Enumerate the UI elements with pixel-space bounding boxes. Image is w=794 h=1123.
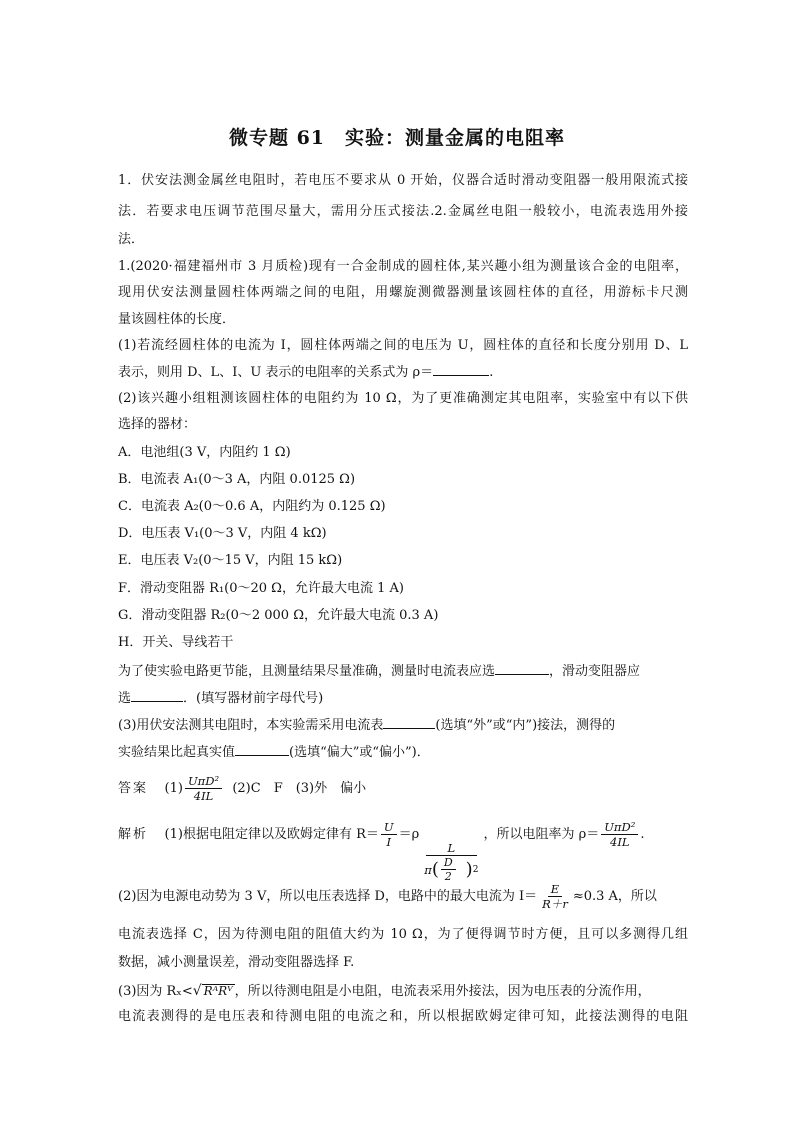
part3-text-c: 实验结果比起真实值: [118, 745, 236, 760]
fraction-d-over-2: [441, 856, 456, 883]
answer-fraction: [185, 774, 222, 803]
answer-line: [118, 774, 688, 803]
answer-blank-3[interactable]: [131, 689, 183, 702]
answer-frac-num: UπD²: [185, 774, 222, 789]
fraction-current: [539, 882, 571, 911]
part3-line-1: [118, 716, 688, 735]
analysis-line-5: [118, 981, 688, 1002]
fraction-l-over-area: [421, 841, 481, 883]
answer-blank-5[interactable]: [235, 743, 289, 756]
analysis-line-2: [118, 882, 688, 912]
question-line-3: 量该圆柱体的长度．: [118, 312, 236, 327]
option-f: F．滑动变阻器 R₁(0～20 Ω，允许最大电流 1 A): [118, 581, 404, 596]
fraction-resistivity: [601, 820, 638, 849]
frac-num: UπD²: [601, 820, 638, 835]
part1-line-1: (1)若流经圆柱体的电流为 I，圆柱体两端之间的电压为 U，圆柱体的直径和长度分别用 D、L: [118, 338, 688, 353]
frac-num: E: [548, 882, 562, 897]
part2-text-a: 为了使实验电路更节能，且测量结果尽量准确，测量时电流表应选: [118, 664, 496, 679]
analysis-line-4: 数据，减小测量误差，滑动变阻器选择 F.: [118, 955, 355, 970]
part3-text-b: (选填“外”或“内”)接法，测得的: [435, 718, 616, 733]
option-a: A．电池组(3 V，内阻约 1 Ω): [118, 445, 291, 460]
sqrt-content: RᴬRⱽ: [203, 984, 233, 998]
radical-icon: √: [192, 983, 202, 999]
page-title: 微专题 61 实验：测量金属的电阻率: [228, 127, 566, 149]
answer-rest: (2)C F (3)外 偏小: [232, 781, 367, 796]
analysis-line-3: 电流表选择 C，因为待测电阻的阻值大约为 10 Ω，为了便得调节时方便，且可以多测得几组: [118, 927, 688, 942]
answer-label: 答案: [118, 781, 149, 796]
part3-text-a: (3)用伏安法测其电阻时，本实验需采用电流表: [118, 718, 384, 733]
analysis-text-1d: .: [640, 827, 645, 842]
analysis-text-2a: (2)因为电源电动势为 3 V，所以电压表选择 D，电路中的最大电流为 I＝: [118, 889, 538, 904]
part2-line-2: 选择的器材：: [118, 417, 197, 432]
part1-end: .: [489, 365, 494, 380]
part1-line-2: [118, 363, 688, 382]
frac-den: I: [386, 835, 392, 849]
question-line-1: 1.(2020·福建福州市 3 月质检)现有一合金制成的圆柱体,某兴趣小组为测量该合金的电阻率，: [118, 259, 688, 274]
answer-frac-den: 4IL: [193, 789, 214, 803]
intro-line-3: 法．: [118, 232, 145, 247]
option-c: C．电流表 A₂(0～0.6 A，内阻约为 0.125 Ω): [118, 499, 386, 514]
frac-num: U: [381, 820, 397, 835]
part3-line-2: [118, 743, 688, 762]
option-h: H．开关、导线若干: [118, 635, 234, 650]
frac-num: L: [426, 841, 478, 856]
analysis-label: 解析: [118, 827, 149, 842]
analysis-line-6: 电流表测得的是电压表和待测电阻的电流之和，所以根据欧姆定律可知，此接法测得的电阻: [118, 1009, 688, 1024]
part1-text: 表示，则用 D、L、I、U 表示的电阻率的关系式为 ρ＝: [118, 365, 434, 380]
frac-den: R＋r: [542, 897, 568, 911]
part2-line-4: [118, 689, 688, 708]
exponent: 2: [472, 864, 479, 875]
fraction-u-over-i: [381, 820, 397, 849]
analysis-line-1: [118, 820, 688, 883]
option-g: G．滑动变阻器 R₂(0～2 000 Ω，允许最大电流 0.3 A): [118, 608, 439, 623]
analysis-text-5b: ，所以待测电阻是小电阻，电流表采用外接法，因为电压表的分流作用，: [234, 984, 651, 999]
intro-line-2: 法．若要求电压调节范围尽量大，需用分压式接法.2.金属丝电阻一般较小，电流表选用外接: [118, 204, 688, 219]
intro-line-1: 1．伏安法测金属丝电阻时，若电压不要求从 0 开始，仪器合适时滑动变阻器一般用限流式接: [118, 173, 688, 188]
analysis-text-1b: ＝ρ: [398, 827, 420, 842]
part2-text-b: ，滑动变阻器应: [549, 664, 641, 679]
answer-part1: (1): [164, 781, 183, 796]
part3-text-d: (选填“偏大”或“偏小”)．: [289, 745, 430, 760]
answer-blank-1[interactable]: [433, 363, 489, 376]
part2-line-3: [118, 662, 688, 681]
frac-num: D: [441, 856, 456, 870]
part2-text-d: ．(填写器材前字母代号): [183, 691, 324, 706]
answer-blank-4[interactable]: [383, 716, 435, 729]
pi-symbol: π: [424, 862, 432, 877]
analysis-text-2b: ≈0.3 A，所以: [572, 889, 657, 904]
frac-den-area: π ( $\frac{D}{2}$ ) 2: [424, 856, 479, 883]
part2-text-c: 选: [118, 691, 132, 706]
frac-den: 2: [444, 870, 452, 883]
analysis-text-5a: (3)因为 Rₓ<: [118, 984, 193, 999]
option-d: D．电压表 V₁(0～3 V，内阻 4 kΩ): [118, 526, 327, 541]
answer-blank-2[interactable]: [495, 662, 549, 675]
option-e: E．电压表 V₂(0～15 V，内阻 15 kΩ): [118, 553, 343, 568]
question-line-2: 现用伏安法测量圆柱体两端之间的电阻，用螺旋测微器测量该圆柱体的直径，用游标卡尺测: [118, 285, 688, 300]
frac-den: 4IL: [610, 835, 630, 849]
part2-line-1: (2)该兴趣小组粗测该圆柱体的电阻约为 10 Ω，为了更准确测定其电阻率，实验室中有以下供: [118, 391, 688, 406]
analysis-text-1a: (1)根据电阻定律以及欧姆定律有 R＝: [164, 827, 379, 842]
analysis-text-1c: ，所以电阻率为 ρ＝: [483, 827, 600, 842]
option-b: B．电流表 A₁(0～3 A，内阻 0.0125 Ω): [118, 472, 356, 487]
